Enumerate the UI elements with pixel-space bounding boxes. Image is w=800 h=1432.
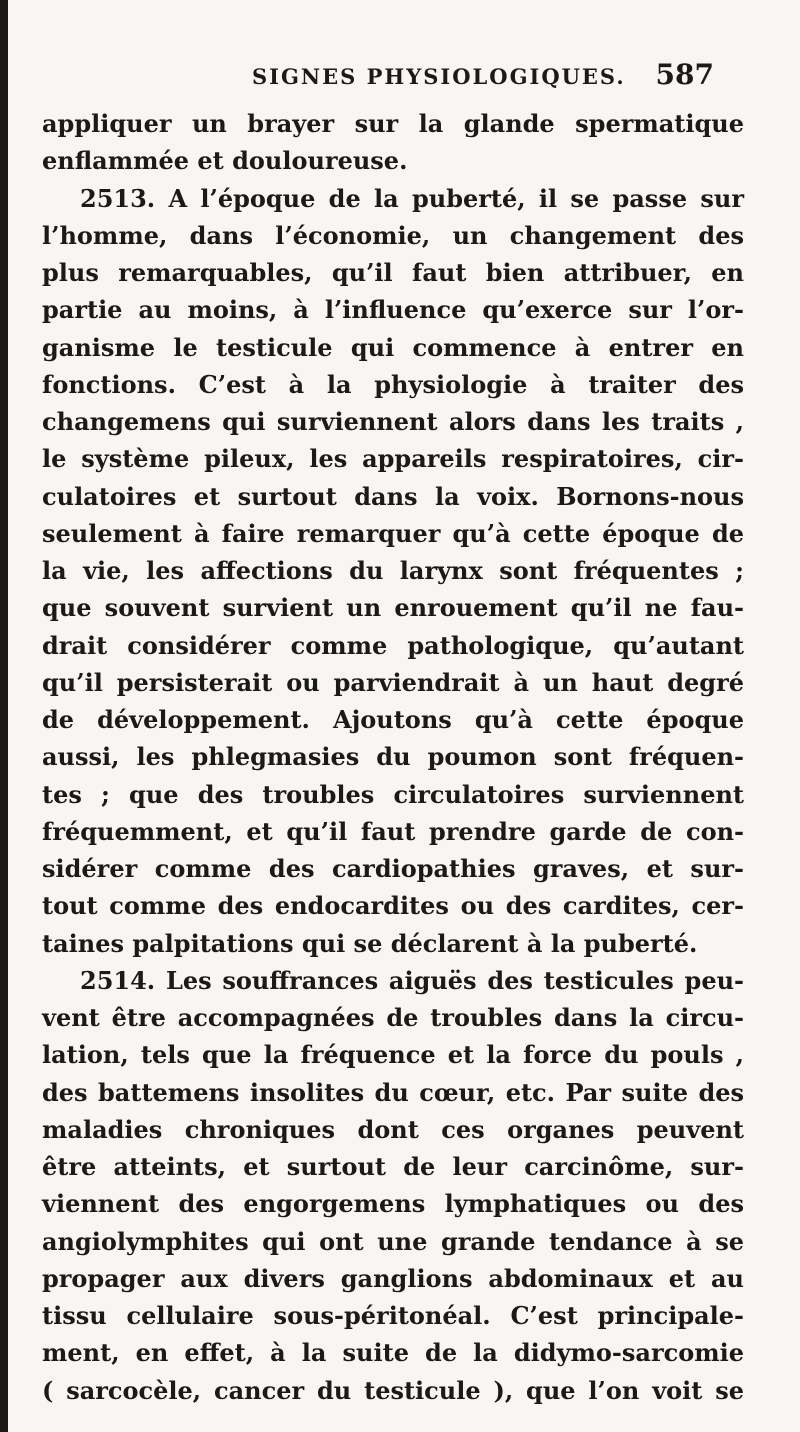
- text-line: culatoires et surtout dans la voix. Bornons-nous: [42, 481, 744, 511]
- text-line: taines palpitations qui se déclarent à la puberté.: [42, 928, 698, 958]
- running-head-title: SIGNES PHYSIOLOGIQUES.: [252, 64, 626, 89]
- text-line: la vie, les affections du larynx sont fréquentes ;: [42, 556, 744, 585]
- text-line: fonctions. C’est à la physiologie à traiter des: [42, 369, 744, 399]
- text-line: ganisme le testicule qui commence à entrer en: [42, 332, 744, 362]
- text-line: vent être accompagnées de troubles dans la circu-: [42, 1003, 744, 1032]
- text-line: aussi, les phlegmasies du poumon sont fréquen-: [42, 742, 744, 772]
- text-line: tes ; que des troubles circulatoires surviennent: [42, 779, 744, 809]
- page-edge-rule: [0, 0, 8, 1432]
- page-number: 587: [655, 58, 714, 91]
- text-line: de développement. Ajoutons qu’à cette époque: [42, 705, 744, 734]
- text-line: tout comme des endocardites ou des cardites, cer-: [42, 891, 744, 921]
- text-line: être atteints, et surtout de leur carcinôme, sur-: [42, 1152, 744, 1181]
- text-line: le système pileux, les appareils respiratoires, cir-: [42, 444, 744, 474]
- body-text: [42, 105, 744, 1409]
- text-line: l’homme, dans l’économie, un changement des: [42, 220, 744, 250]
- text-line: qu’il persisterait ou parviendrait à un haut degré: [42, 667, 744, 697]
- paragraph-start-2514: 2514. Les souffrances aiguës des testicules peu-: [80, 965, 744, 995]
- text-line: drait considérer comme pathologique, qu’autant: [42, 630, 744, 660]
- text-line: tissu cellulaire sous-péritonéal. C’est principale-: [42, 1301, 744, 1330]
- text-line: lation, tels que la fréquence et la force du pouls ,: [42, 1040, 744, 1070]
- paragraph-start-2513: 2513. A l’époque de la puberté, il se passe sur: [80, 183, 744, 213]
- text-line: partie au moins, à l’influence qu’exerce sur l’or-: [42, 295, 744, 325]
- text-line: propager aux divers ganglions abdominaux et au: [42, 1263, 744, 1293]
- text-line: sidérer comme des cardiopathies graves, et sur-: [42, 854, 744, 883]
- text-line: appliquer un brayer sur la glande spermatique: [42, 109, 744, 138]
- text-line: maladies chroniques dont ces organes peuvent: [42, 1114, 744, 1144]
- text-line: que souvent survient un enrouement qu’il ne fau-: [42, 593, 744, 623]
- text-line: des battemens insolites du cœur, etc. Par suite des: [42, 1077, 744, 1107]
- text-line: ( sarcocèle, cancer du testicule ), que l’on voit se: [42, 1375, 744, 1405]
- text-line: fréquemment, et qu’il faut prendre garde de con-: [42, 816, 744, 846]
- text-line: angiolymphites qui ont une grande tendance à se: [42, 1226, 744, 1256]
- text-line: seulement à faire remarquer qu’à cette époque de: [42, 518, 744, 548]
- text-line: viennent des engorgemens lymphatiques ou des: [42, 1189, 744, 1219]
- text-line: ment, en effet, à la suite de la didymo-sarcomie: [42, 1338, 744, 1368]
- text-line: plus remarquables, qu’il faut bien attribuer, en: [42, 258, 744, 287]
- text-line: enflammée et douloureuse.: [42, 146, 408, 176]
- running-head: [178, 58, 714, 100]
- text-line: changemens qui surviennent alors dans les traits ,: [42, 407, 744, 436]
